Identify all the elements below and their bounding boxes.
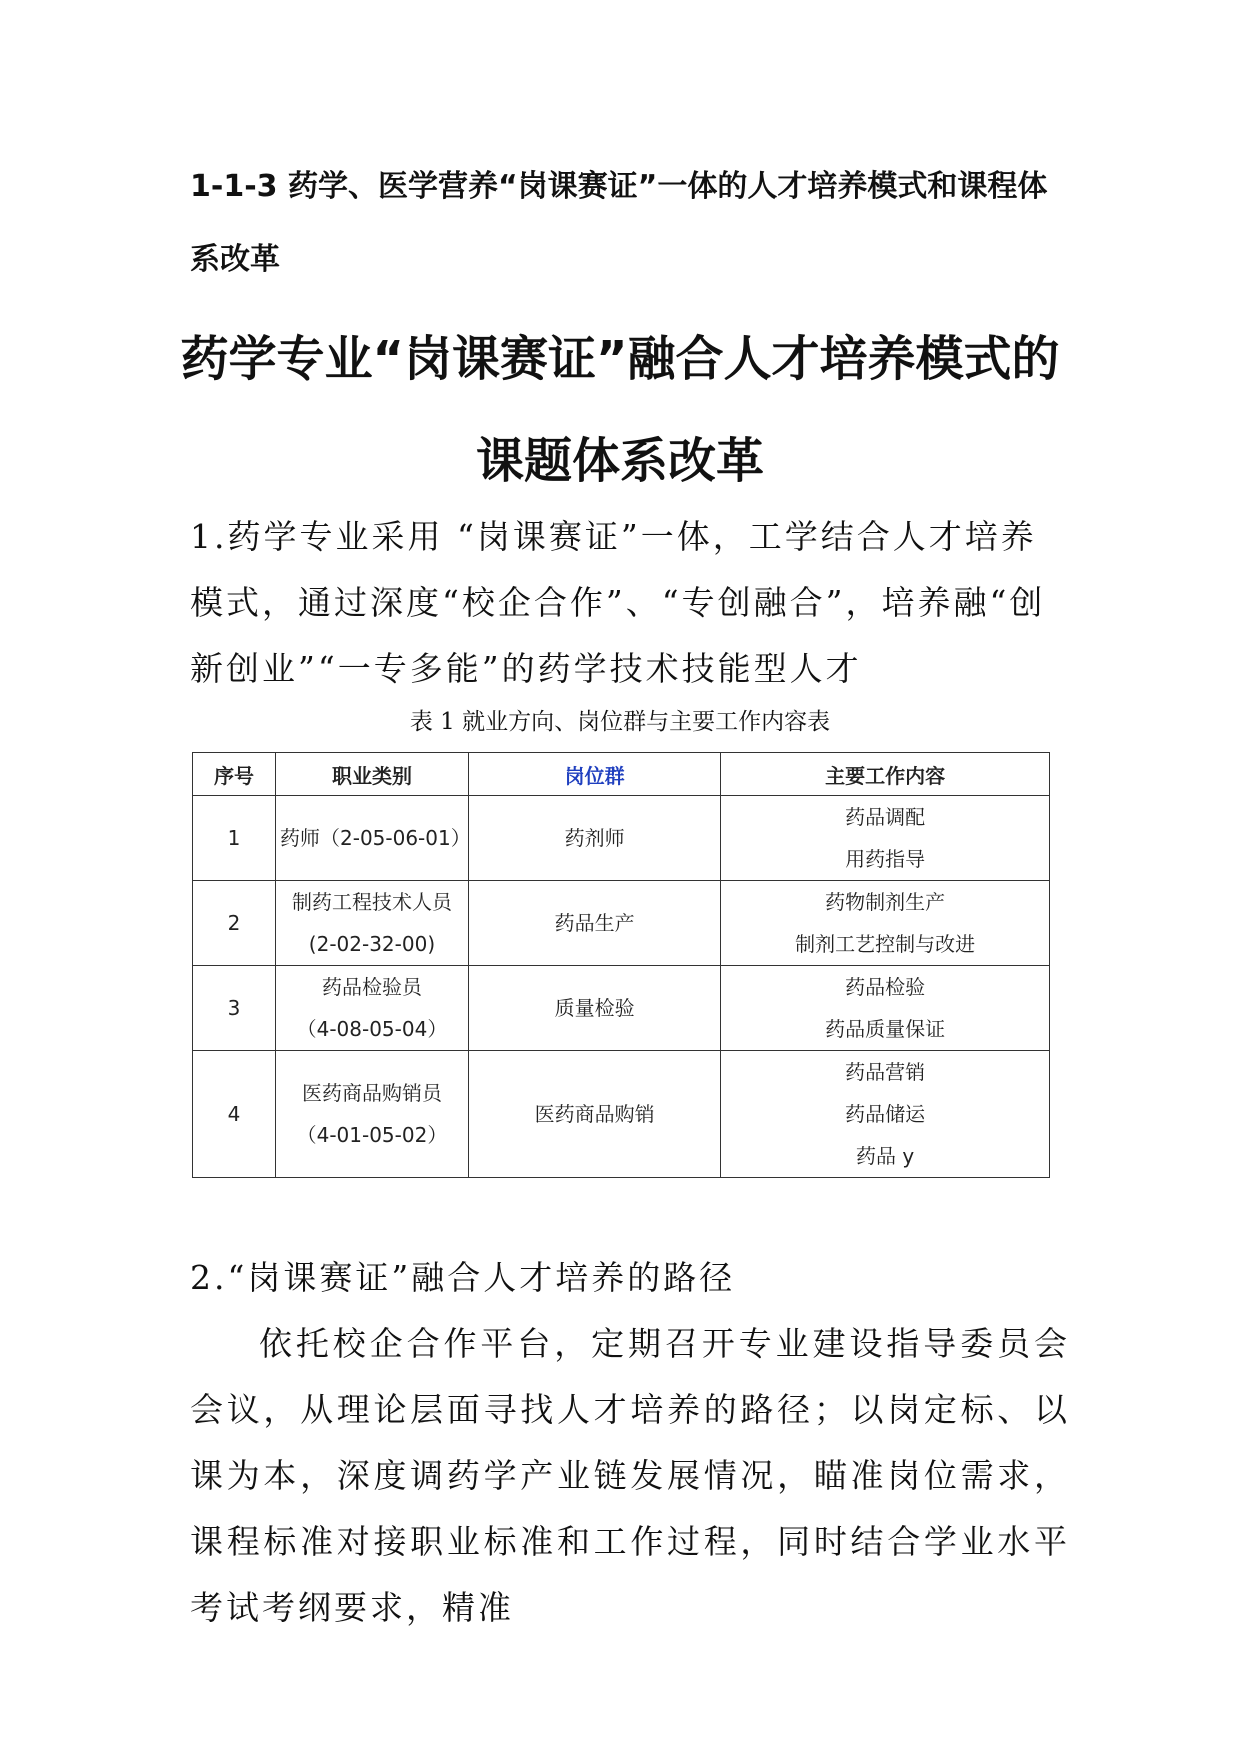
cell-group: 医药商品购销 <box>468 1051 720 1178</box>
work-line: 药品检验 <box>845 975 926 999</box>
cell-group: 药品生产 <box>468 881 720 966</box>
jobs-table <box>192 752 1050 1178</box>
table-header-row <box>193 753 1050 796</box>
cell-no: 1 <box>193 796 276 881</box>
cell-category <box>276 881 469 966</box>
cell-work <box>721 881 1050 966</box>
cell-work <box>721 966 1050 1051</box>
category-line: (2-02-32-00) <box>308 932 436 956</box>
header-category: 职业类别 <box>276 753 469 796</box>
table-row <box>193 881 1050 966</box>
cell-category: 药师（2-05-06-01） <box>276 796 469 881</box>
cell-category <box>276 1051 469 1178</box>
document-title <box>150 308 1090 512</box>
work-line: 药物制剂生产 <box>825 890 946 914</box>
work-line: 药品营销 <box>845 1060 926 1084</box>
work-line: 药品 y <box>856 1144 915 1168</box>
work-line: 药品调配 <box>845 805 926 829</box>
category-line: 药品检验员 <box>321 975 422 999</box>
cell-no: 4 <box>193 1051 276 1178</box>
title-line-2: 课题体系改革 <box>475 433 764 489</box>
table-row <box>193 1051 1050 1178</box>
header-work: 主要工作内容 <box>721 753 1050 796</box>
section-heading: 1-1-3 药学、医学营养“岗课赛证”一体的人才培养模式和课程体系改革 <box>190 169 1048 277</box>
work-line: 药品质量保证 <box>825 1017 946 1041</box>
cell-work <box>721 1051 1050 1178</box>
cell-no: 2 <box>193 881 276 966</box>
table-row <box>193 796 1050 881</box>
table-row <box>193 966 1050 1051</box>
work-line: 药品储运 <box>845 1102 926 1126</box>
cell-no: 3 <box>193 966 276 1051</box>
work-line: 制剂工艺控制与改进 <box>795 932 976 956</box>
category-line: 制药工程技术人员 <box>291 890 452 914</box>
category-line: （4-01-05-02） <box>296 1123 448 1147</box>
cell-category <box>276 966 469 1051</box>
paragraph-1: 1.药学专业采用 “岗课赛证”一体，工学结合人才培养模式，通过深度“校企合作”、“专创融合”，培养融“创新创业”“一专多能”的药学技术技能型人才 <box>190 517 1046 688</box>
work-line: 用药指导 <box>845 847 926 871</box>
category-line: （4-08-05-04） <box>296 1017 448 1041</box>
cell-group: 质量检验 <box>468 966 720 1051</box>
cell-group: 药剂师 <box>468 796 720 881</box>
header-group: 岗位群 <box>468 753 720 796</box>
cell-work <box>721 796 1050 881</box>
category-line: 医药商品购销员 <box>301 1081 442 1105</box>
header-no: 序号 <box>193 753 276 796</box>
title-line-1: 药学专业“岗课赛证”融合人才培养模式的 <box>180 331 1060 387</box>
paragraph-2: 依托校企合作平台，定期召开专业建设指导委员会会议，从理论层面寻找人才培养的路径；以岗定标、以课为本，深度调药学产业链发展情况，瞄准岗位需求，课程标准对接职业标准和工作过程，同时结合学业水平考试考纲要求，精准 <box>190 1324 1070 1627</box>
table-caption: 表 1 就业方向、岗位群与主要工作内容表 <box>409 709 831 735</box>
subheading-2: 2.“岗课赛证”融合人才培养的路径 <box>190 1258 736 1297</box>
